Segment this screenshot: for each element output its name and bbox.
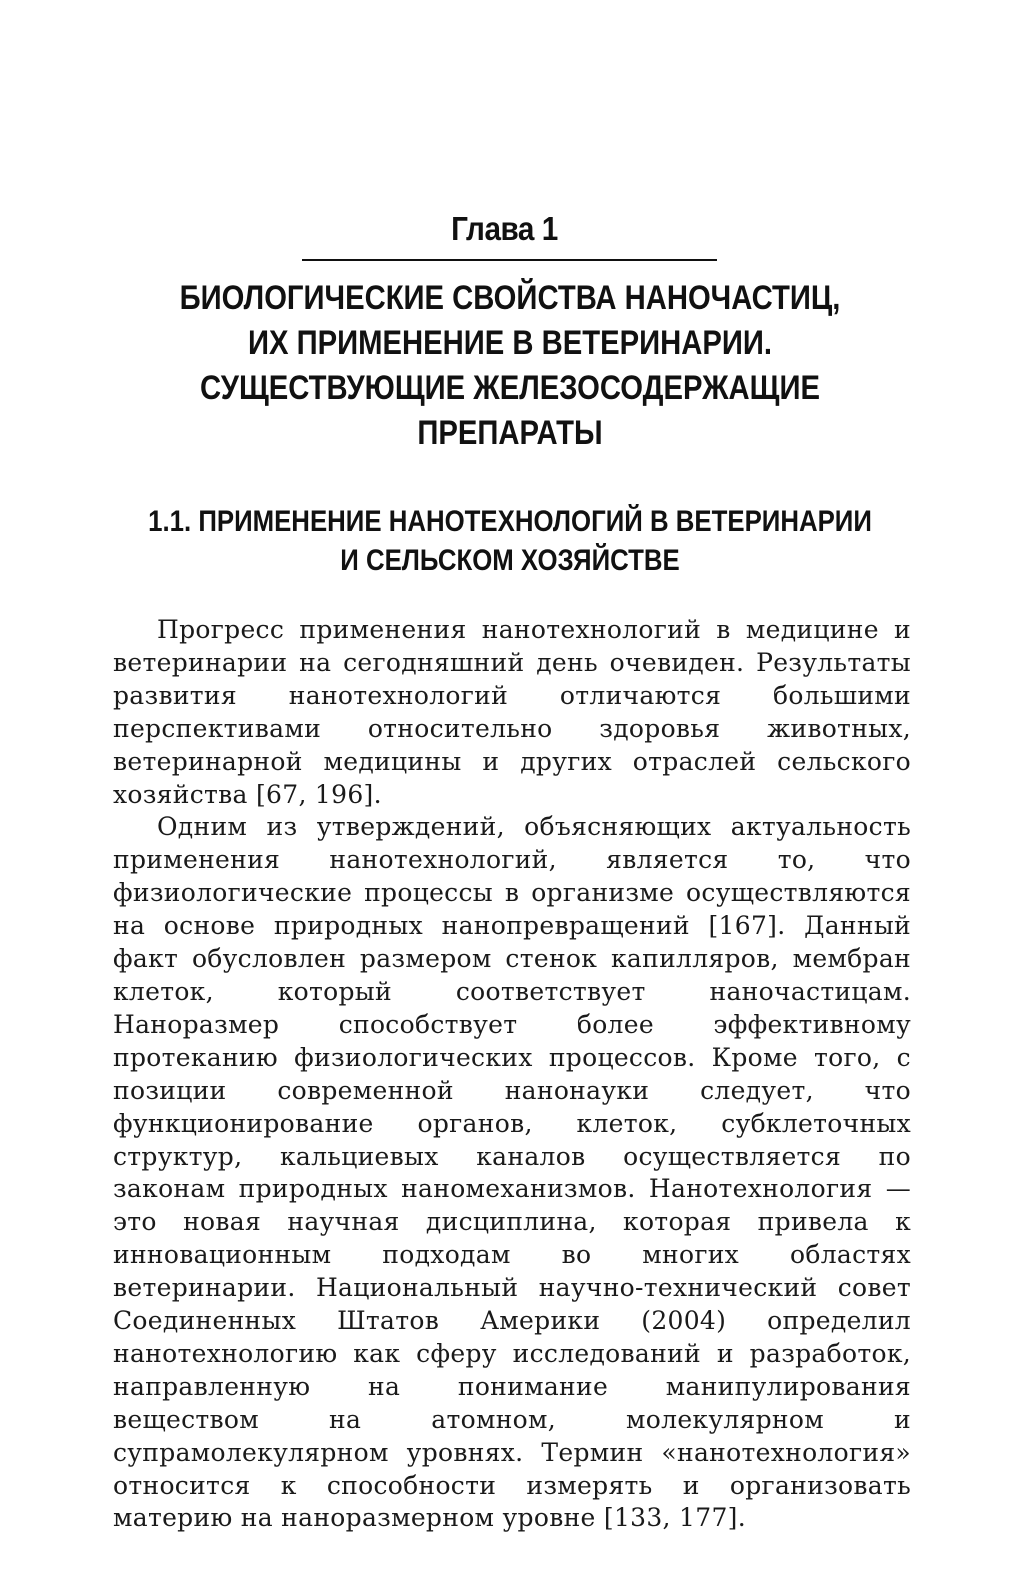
chapter-title xyxy=(123,276,897,456)
chapter-title-line: БИОЛОГИЧЕСКИЕ СВОЙСТВА НАНОЧАСТИЦ, xyxy=(179,279,841,317)
chapter-divider xyxy=(302,259,717,261)
chapter-title-line: ИХ ПРИМЕНЕНИЕ В ВЕТЕРИНАРИИ. xyxy=(247,324,773,362)
paragraph: Прогресс применения нанотехнологий в медицине и ветеринарии на сегодняшний день очевиден. Результаты развития нанотехнологий отличаются большими перспективами относительно здоровья животных, ветеринарной медицины и других отраслей сельского хозяйства [67, 196]. xyxy=(113,615,911,809)
section-title-line: 1.1. ПРИМЕНЕНИЕ НАНОТЕХНОЛОГИЙ В ВЕТЕРИНАРИИ xyxy=(148,505,872,538)
body-text xyxy=(113,614,911,1535)
chapter-label: Глава 1 xyxy=(451,210,558,247)
section-title-line: И СЕЛЬСКОМ ХОЗЯЙСТВЕ xyxy=(340,544,680,577)
chapter-title-line: ПРЕПАРАТЫ xyxy=(417,414,603,452)
paragraph: Одним из утверждений, объясняющих актуальность применения нанотехнологий, является то, что физиологические процессы в организме осуществляются на основе природных нанопревращений [167]. Данный факт обусловлен размером стенок капилляров, мембран клеток, который соответствует наночастицам. Наноразмер способствует более эффективному протеканию физиологических процессов. Кроме того, с позиции современной нанонауки следует, что функционирование органов, клеток, субклеточных структур, кальциевых каналов осуществляется по законам природных наномеханизмов. Нанотехнология — это новая научная дисциплина, которая привела к инновационным подходам во многих областях ветеринарии. Национальный научно-технический совет Соединенных Штатов Америки (2004) определил нанотехнологию как сферу исследований и разработок, направленную на понимание манипулирования веществом на атомном, молекулярном и супрамолекулярном уровнях. Термин «нанотехнология» относится к способности измерять и организовать материю на наноразмерном уровне [133, 177]. xyxy=(113,812,911,1533)
chapter-title-line: СУЩЕСТВУЮЩИЕ ЖЕЛЕЗОСОДЕРЖАЩИЕ xyxy=(200,369,820,407)
section-title xyxy=(123,502,897,580)
